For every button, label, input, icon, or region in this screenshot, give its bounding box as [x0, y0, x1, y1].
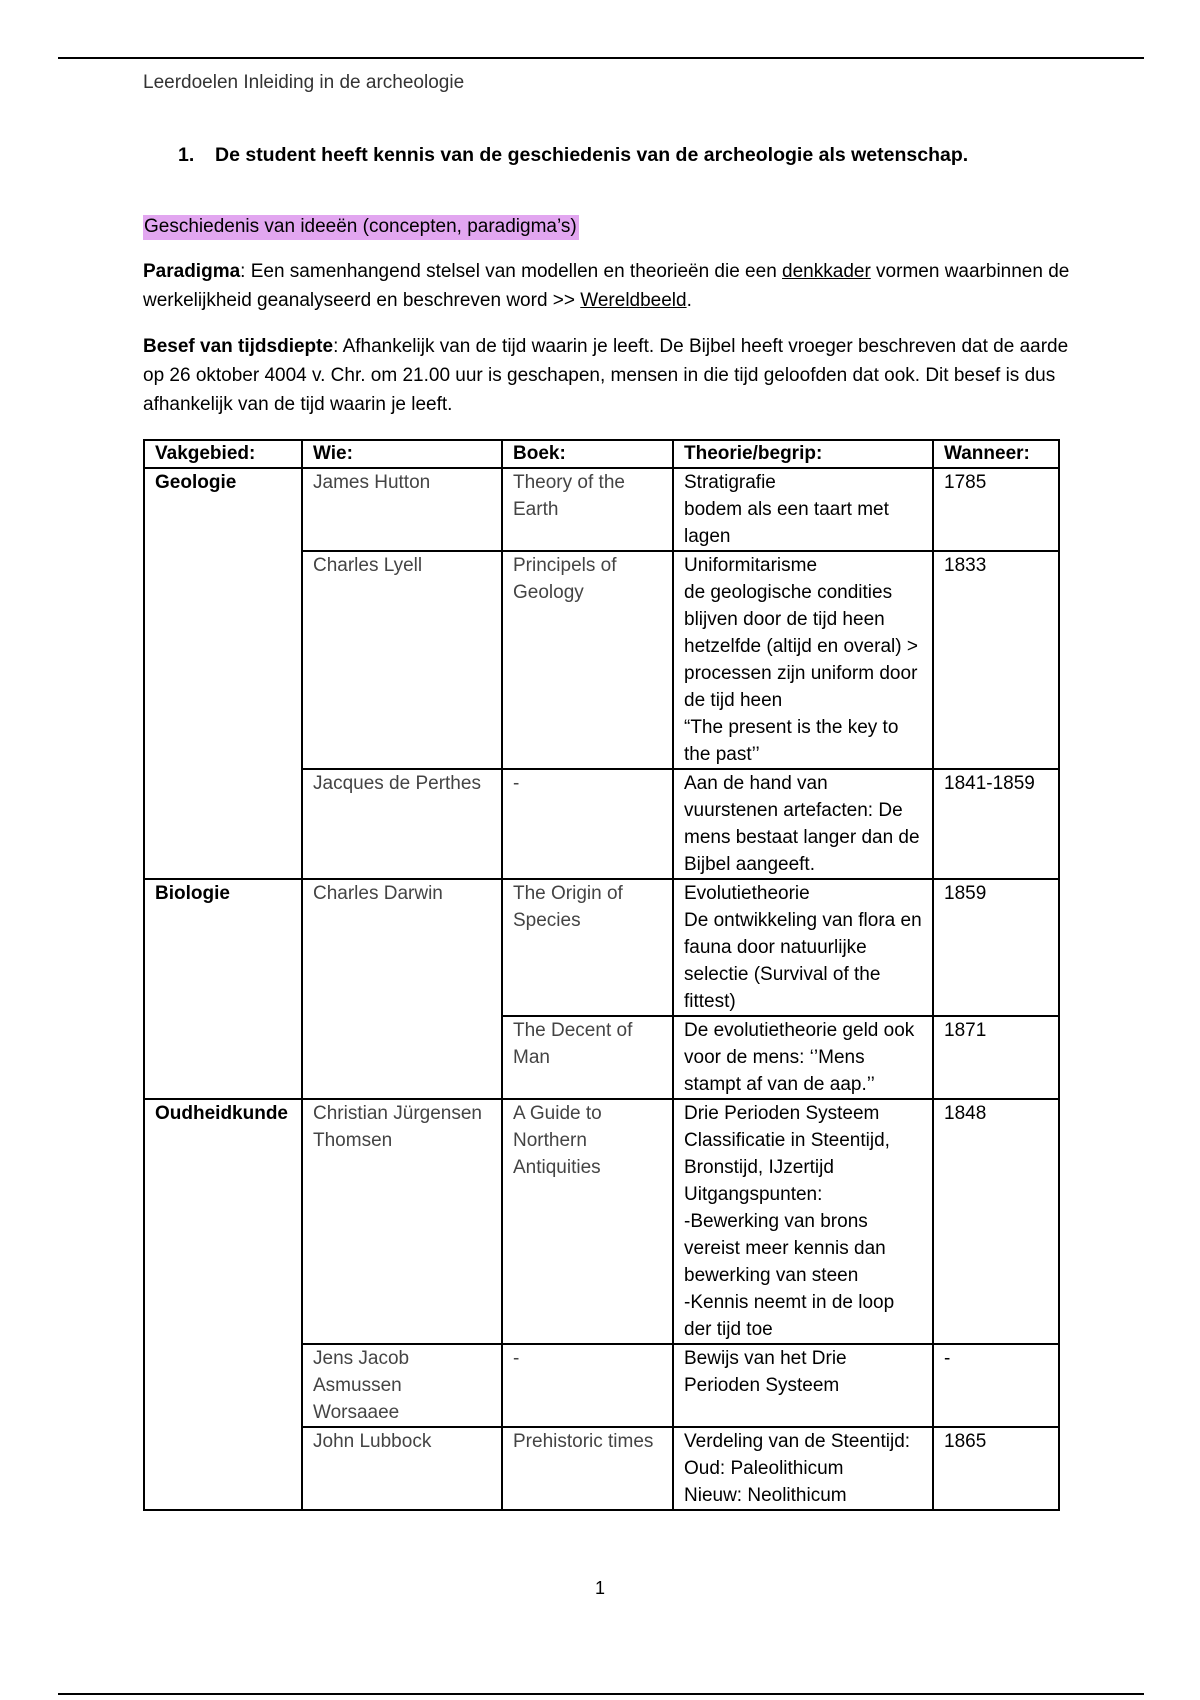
- learning-goal-number: 1.: [178, 144, 195, 166]
- table-header-row: [144, 440, 1059, 468]
- page-header: Leerdoelen Inleiding in de archeologie: [143, 72, 465, 93]
- paradigma-underline-wereldbeeld: Wereldbeeld: [580, 290, 687, 311]
- cell-wie: Jacques de Perthes: [302, 769, 502, 879]
- cell-wie: Charles Darwin: [302, 879, 502, 1099]
- cell-wanneer: -: [933, 1344, 1059, 1427]
- cell-boek: -: [502, 769, 673, 879]
- cell-theorie: Aan de hand van vuurstenen artefacten: De mens bestaat langer dan de Bijbel aangeeft.: [673, 769, 933, 879]
- table-row: [144, 468, 1059, 551]
- cell-boek: The Origin of Species: [502, 879, 673, 1016]
- header-vakgebied: Vakgebied:: [144, 440, 302, 468]
- cell-wanneer: 1833: [933, 551, 1059, 769]
- cell-wie: James Hutton: [302, 468, 502, 551]
- cell-theorie: Uniformitarisme de geologische condities blijven door de tijd heen hetzelfde (altijd en overal) > processen zijn uniform door de tijd heen “The present is the key to the past’’: [673, 551, 933, 769]
- paradigma-underline-denkkader: denkkader: [782, 261, 871, 282]
- header-boek: Boek:: [502, 440, 673, 468]
- cell-wie: John Lubbock: [302, 1427, 502, 1510]
- cell-boek: Theory of the Earth: [502, 468, 673, 551]
- cell-theorie: De evolutietheorie geld ook voor de mens: ‘’Mens stampt af van de aap.’’: [673, 1016, 933, 1099]
- field-geologie: Geologie: [144, 468, 302, 879]
- header-wie: Wie:: [302, 440, 502, 468]
- paradigma-text-middle: vormen waarbinnen de werkelijkheid geanalyseerd en beschreven word >>: [143, 261, 1070, 311]
- cell-wie: Charles Lyell: [302, 551, 502, 769]
- cell-theorie: Bewijs van het Drie Perioden Systeem: [673, 1344, 933, 1427]
- cell-wie: Christian Jürgensen Thomsen: [302, 1099, 502, 1344]
- paradigma-text-before: : Een samenhangend stelsel van modellen en theorieën die een: [240, 261, 783, 282]
- cell-wanneer: 1841-1859: [933, 769, 1059, 879]
- paradigma-paragraph: [143, 257, 1078, 315]
- tijdsdiepte-term: Besef van tijdsdiepte: [143, 336, 334, 357]
- top-rule: [58, 57, 1144, 59]
- cell-boek: A Guide to Northern Antiquities: [502, 1099, 673, 1344]
- paradigma-term: Paradigma: [143, 261, 241, 282]
- cell-wie: Jens Jacob Asmussen Worsaaee: [302, 1344, 502, 1427]
- cell-wanneer: 1785: [933, 468, 1059, 551]
- cell-theorie: Verdeling van de Steentijd: Oud: Paleolithicum Nieuw: Neolithicum: [673, 1427, 933, 1510]
- tijdsdiepte-paragraph: [143, 332, 1078, 419]
- paradigma-text-after: .: [686, 290, 692, 311]
- field-oudheidkunde: Oudheidkunde: [144, 1099, 302, 1510]
- cell-boek: The Decent of Man: [502, 1016, 673, 1099]
- page-number: 1: [594, 1578, 605, 1598]
- bottom-rule: [58, 1693, 1144, 1695]
- learning-goal-heading: [178, 144, 968, 167]
- header-wanneer: Wanneer:: [933, 440, 1059, 468]
- cell-theorie: Drie Perioden Systeem Classificatie in Steentijd, Bronstijd, IJzertijd Uitgangspunten: -Bewerking van brons vereist meer kennis dan bewerking van steen -Kennis neemt in de loop der tijd toe: [673, 1099, 933, 1344]
- table-row: [144, 1099, 1059, 1344]
- cell-boek: Principels of Geology: [502, 551, 673, 769]
- section-title-highlight: Geschiedenis van ideeën (concepten, paradigma’s): [143, 215, 579, 240]
- cell-boek: Prehistoric times: [502, 1427, 673, 1510]
- cell-theorie: Evolutietheorie De ontwikkeling van flora en fauna door natuurlijke selectie (Survival of the fittest): [673, 879, 933, 1016]
- cell-theorie: Stratigrafie bodem als een taart met lagen: [673, 468, 933, 551]
- tijdsdiepte-text: : Afhankelijk van de tijd waarin je leeft. De Bijbel heeft vroeger beschreven dat de aarde op 26 oktober 4004 v. Chr. om 21.00 uur is geschapen, mensen in die tijd geloofden dat ook. Dit besef is dus afhankelijk van de tijd waarin je leeft.: [143, 336, 1069, 415]
- cell-wanneer: 1865: [933, 1427, 1059, 1510]
- cell-wanneer: 1871: [933, 1016, 1059, 1099]
- cell-boek: -: [502, 1344, 673, 1427]
- cell-wanneer: 1859: [933, 879, 1059, 1016]
- table-row: [144, 879, 1059, 1016]
- history-table: [143, 439, 1060, 1511]
- header-theorie: Theorie/begrip:: [673, 440, 933, 468]
- cell-wanneer: 1848: [933, 1099, 1059, 1344]
- field-biologie: Biologie: [144, 879, 302, 1099]
- learning-goal-text: De student heeft kennis van de geschiedenis van de archeologie als wetenschap.: [215, 144, 969, 166]
